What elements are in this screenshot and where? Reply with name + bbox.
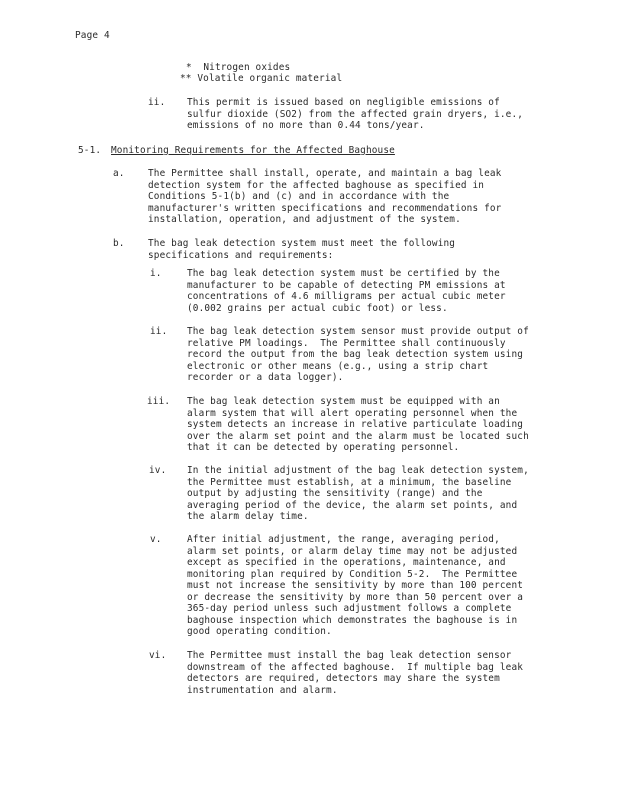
paragraph-line: output by adjusting the sensitivity (range) and the	[187, 488, 483, 499]
paragraph-line: sulfur dioxide (SO2) from the affected grain dryers, i.e.,	[187, 108, 524, 120]
paragraph-line: The bag leak detection system must meet the following	[148, 238, 456, 249]
paragraph-line: downstream of the affected baghouse. If multiple bag leak	[187, 661, 524, 673]
paragraph-line: instrumentation and alarm.	[187, 684, 338, 696]
sub-item-marker: iii.	[147, 396, 171, 407]
paragraph-line: manufacturer to be capable of detecting PM emissions at	[187, 279, 506, 291]
page-header: Page 4	[75, 30, 110, 41]
item-marker: a.	[113, 168, 125, 179]
sub-item-marker: i.	[150, 268, 162, 279]
paragraph-line: After initial adjustment, the range, averaging period,	[187, 534, 500, 545]
paragraph-line: The bag leak detection system sensor must provide output of	[187, 326, 529, 337]
sub-item-marker: ii.	[150, 326, 168, 337]
paragraph-line: relative PM loadings. The Permittee shall continuously	[187, 337, 506, 349]
paragraph-line: alarm set points, or alarm delay time may not be adjusted	[187, 545, 518, 557]
paragraph-line: The Permittee must install the bag leak detection sensor	[187, 650, 512, 661]
paragraph-line: that it can be detected by operating personnel.	[187, 442, 460, 453]
paragraph-line: specifications and requirements:	[148, 249, 334, 261]
sub-item-marker: v.	[150, 534, 162, 545]
paragraph-line: electronic or other means (e.g., using a strip chart	[187, 360, 489, 372]
footnote-line: * Nitrogen oxides	[186, 62, 291, 73]
paragraph-line: over the alarm set point and the alarm must be located such	[187, 430, 529, 442]
paragraph-line: detectors are required, detectors may share the system	[187, 673, 500, 684]
paragraph-line: record the output from the bag leak detection system using	[187, 349, 524, 360]
paragraph-line: baghouse inspection which demonstrates the baghouse is in	[187, 614, 518, 626]
paragraph-line: good operating condition.	[187, 626, 332, 637]
paragraph-line: recorder or a data logger).	[187, 372, 344, 383]
paragraph-line: averaging period of the device, the alarm set points, and	[187, 499, 518, 511]
sub-item-marker: iv.	[149, 465, 167, 476]
paragraph-line: the alarm delay time.	[187, 511, 309, 522]
paragraph-line: monitoring plan required by Condition 5-2. The Permittee	[187, 568, 518, 580]
paragraph-line: system detects an increase in relative particulate loading	[187, 419, 524, 430]
paragraph-line: The bag leak detection system must be certified by the	[187, 268, 500, 279]
item-marker: ii.	[148, 97, 166, 108]
paragraph-line: (0.002 grains per actual cubic foot) or less.	[187, 302, 448, 314]
paragraph-line: or decrease the sensitivity by more than 50 percent over a	[187, 591, 524, 603]
paragraph-line: emissions of no more than 0.44 tons/year.	[187, 120, 425, 131]
paragraph-line: the Permittee must establish, at a minimum, the baseline	[187, 476, 512, 488]
paragraph-line: except as specified in the operations, maintenance, and	[187, 557, 506, 568]
paragraph-line: concentrations of 4.6 milligrams per actual cubic meter	[187, 291, 506, 302]
paragraph-line: This permit is issued based on negligible emissions of	[187, 97, 500, 108]
paragraph-line: must not increase the sensitivity by more than 100 percent	[187, 580, 524, 591]
paragraph-line: The bag leak detection system must be equipped with an	[187, 396, 500, 407]
paragraph-line: manufacturer's written specifications and recommendations for	[148, 202, 502, 214]
item-marker: b.	[113, 238, 125, 249]
paragraph-line: The Permittee shall install, operate, and maintain a bag leak	[148, 168, 502, 179]
paragraph-line: detection system for the affected baghouse as specified in	[148, 179, 485, 191]
section-title: Monitoring Requirements for the Affected Baghouse	[111, 145, 395, 156]
footnote-line: ** Volatile organic material	[180, 73, 343, 84]
paragraph-line: alarm system that will alert operating personnel when the	[187, 407, 518, 419]
paragraph-line: In the initial adjustment of the bag leak detection system,	[187, 465, 529, 476]
paragraph-line: Conditions 5-1(b) and (c) and in accordance with the	[148, 191, 450, 202]
sub-item-marker: vi.	[149, 650, 167, 661]
section-number: 5-1.	[78, 145, 102, 156]
paragraph-line: installation, operation, and adjustment of the system.	[148, 214, 461, 225]
paragraph-line: 365-day period unless such adjustment follows a complete	[187, 603, 512, 614]
